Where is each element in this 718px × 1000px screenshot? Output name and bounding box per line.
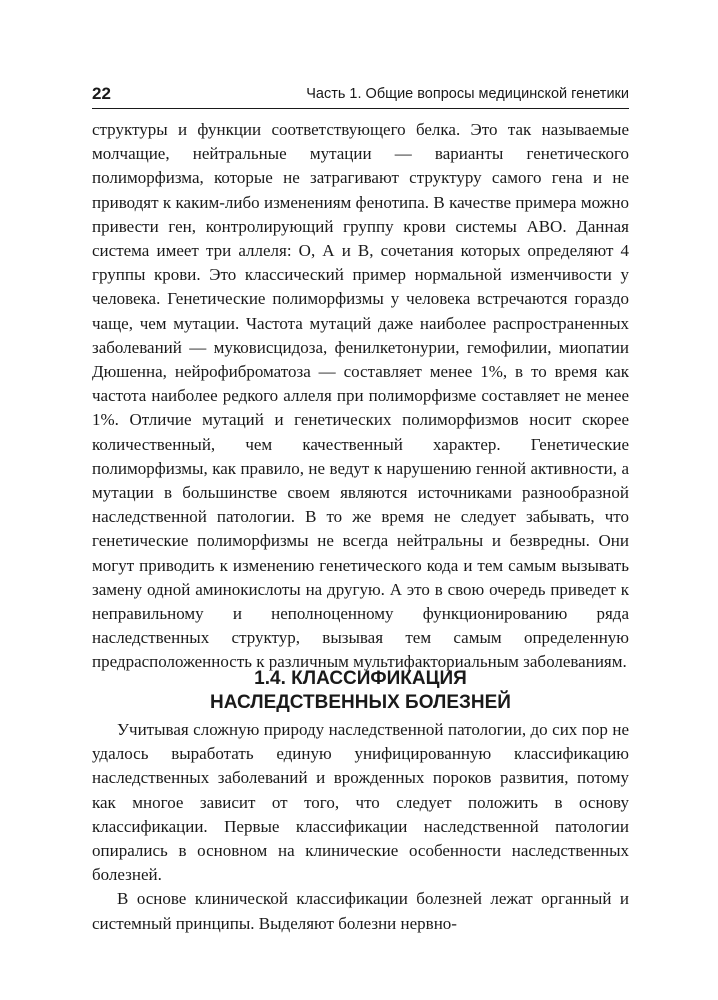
paragraph: Учитывая сложную природу наследственной патологии, до сих пор не удалось выработать единую унифицированную классификацию наследственных заболеваний и врожденных пороков развития, потому как многое зависит от того, что следует положить в основу классификации. Первые классификации наследственной патологии опирались в основном на клинические особенности наследственных болезней. [92,720,629,885]
paragraph: структуры и функции соответствующего белка. Это так называемые молчащие, нейтральные мутации — варианты генетического полиморфизма, которые не затрагивают структуру самого гена и не приводят к каким-либо изменениям фенотипа. В качестве примера можно привести ген, контролирующий группу крови системы АВО. Данная система имеет три аллеля: О, А и В, сочетания которых определяют 4 группы крови. Это классический пример нормальной изменчивости у человека. Генетические полиморфизмы у человека встречаются гораздо чаще, чем мутации. Частота мутаций даже наиболее распространенных заболеваний — муковисцидоза, фенилкетонурии, гемофилии, миопатии Дюшенна, нейрофиброматоза — составляет менее 1%, в то время как частота наиболее редкого аллеля при полиморфизме составляет не менее 1%. Отличие мутаций и генетических полиморфизмов носит скорее количественный, чем качественный характер. Генетические полиморфизмы, как правило, не ведут к нарушению генной активности, а мутации в большинстве своем являются источниками разнообразной наследственной патологии. В то же время не следует забывать, что генетические полиморфизмы не всегда нейтральны и безвредны. Они могут приводить к изменению генетического кода и тем самым вызывать замену одной аминокислоты на другую. А это в свою очередь приведет к неправильному и неполноценному функционированию ряда наследственных структур, вызывая тем самым определенную предрасположенность к различным мультифакториальным заболеваниям. [92,120,629,672]
section-heading-line-2: НАСЛЕДСТВЕННЫХ БОЛЕЗНЕЙ [210,692,511,713]
section-body [92,718,629,936]
page-number: 22 [92,84,111,103]
section-heading [92,667,629,715]
section-heading-line-1: 1.4. КЛАССИФИКАЦИЯ [254,668,467,689]
page-header [92,82,629,109]
paragraph: В основе клинической классификации болезней лежат органный и системный принципы. Выделяют болезни нервно- [92,889,629,933]
body-text [92,118,629,675]
running-title: Часть 1. Общие вопросы медицинской генетики [306,86,629,102]
